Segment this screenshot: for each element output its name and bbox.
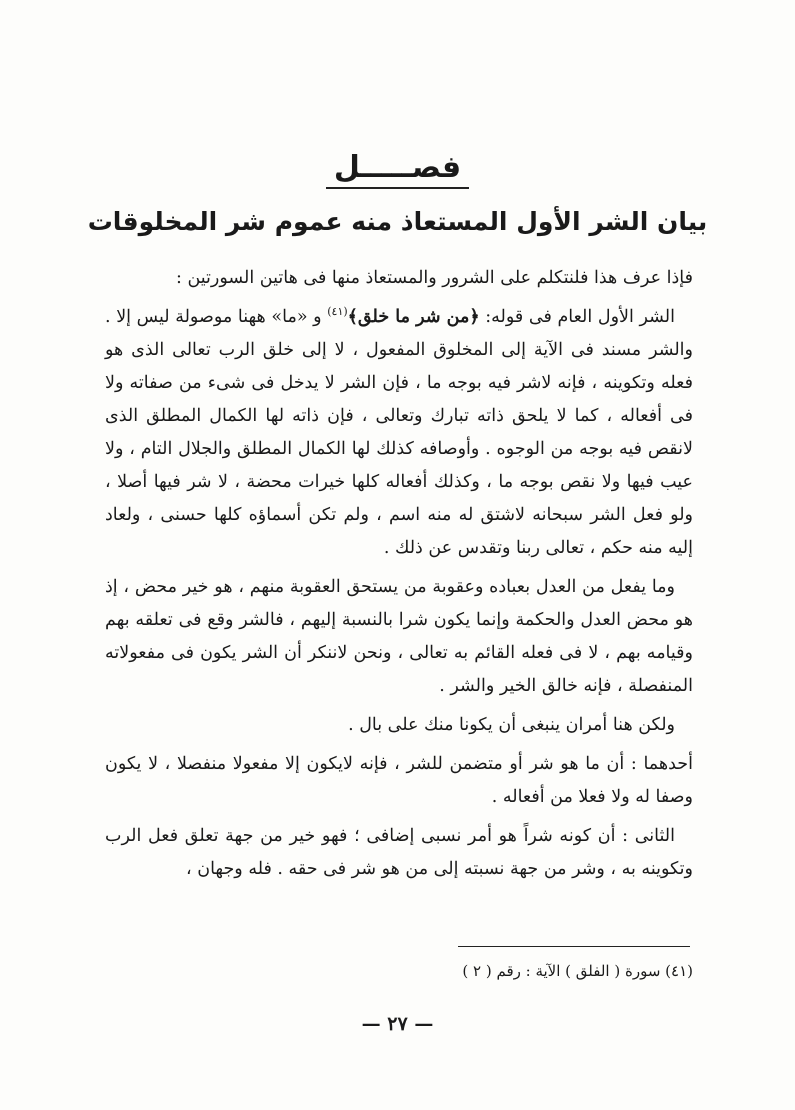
footnote-ref: (٤١) bbox=[327, 305, 348, 319]
quran-quote: ﴿من شر ما خلق﴾ bbox=[347, 307, 480, 327]
paragraph-6: الثانى : أن كونه شراً هو أمر نسبى إضافى ؛ فهو خير من جهة تعلق فعل الرب وتكوينه به ، وشر من جهة نسبته إلى من هو شر فى حقه . فله وجهان ، bbox=[105, 826, 693, 879]
paragraph-3: وما يفعل من العدل بعباده وعقوبة من يستحق العقوبة منهم ، هو خير محض ، إذ هو محض العدل والحكمة وإنما يكون شرا بالنسبة إليهم ، فالشر وقع فى تعلقه بهم وقيامه بهم ، لا فى فعله القائم به تعالى ، ونحن لاننكر أن الشر يكون فى مفعولاته المنفصلة ، فإنه خالق الخير والشر . bbox=[105, 577, 693, 696]
section-title: بيان الشر الأول المستعاذ منه عموم شر المخلوقات bbox=[87, 207, 708, 236]
body-text bbox=[105, 262, 693, 892]
paragraph-2-intro: الشر الأول العام فى قوله: bbox=[479, 307, 675, 327]
paragraph-1: فإذا عرف هذا فلنتكلم على الشرور والمستعاذ منها فى هاتين السورتين : bbox=[176, 268, 693, 288]
footnote-divider bbox=[458, 946, 690, 947]
chapter-heading bbox=[0, 150, 795, 189]
paragraph-4: ولكن هنا أمران ينبغى أن يكونا منك على بال . bbox=[348, 715, 675, 735]
page-number: — ٢٧ — bbox=[361, 1013, 434, 1035]
paragraph-5: أحدهما : أن ما هو شر أو متضمن للشر ، فإنه لايكون إلا مفعولا منفصلا ، لا يكون وصفا له ولا فعلا من أفعاله . bbox=[105, 754, 693, 807]
chapter-heading-word: فصـــــل bbox=[326, 150, 469, 189]
footnote: (٤١) سورة ( الفلق ) الآية : رقم ( ٢ ) bbox=[462, 962, 693, 980]
paragraph-2-rest: و «ما» ههنا موصولة ليس إلا . والشر مسند فى الآية إلى المخلوق المفعول ، لا إلى خلق الرب تعالى الذى هو فعله وتكوينه ، فإنه لاشر فيه بوجه ما ، فإن الشر لا يدخل فى شىء من صفاته ولا فى أفعاله ، كما لا يلحق ذاته تبارك وتعالى ، فإن ذاته لها الكمال المطلق الذى لانقص فيه بوجه من الوجوه . وأوصافه كذلك لها الكمال المطلق والجلال التام ، ولا عيب فيها ولا نقص بوجه ما ، وكذلك أفعاله كلها خيرات محضة ، لا شر فيها أصلا ، ولو فعل الشر سبحانه لاشتق له منه اسم ، ولم تكن أسماؤه كلها حسنى ، ولعاد إليه منه حكم ، تعالى ربنا وتقدس عن ذلك . bbox=[105, 307, 693, 558]
paragraph-2 bbox=[105, 301, 693, 565]
